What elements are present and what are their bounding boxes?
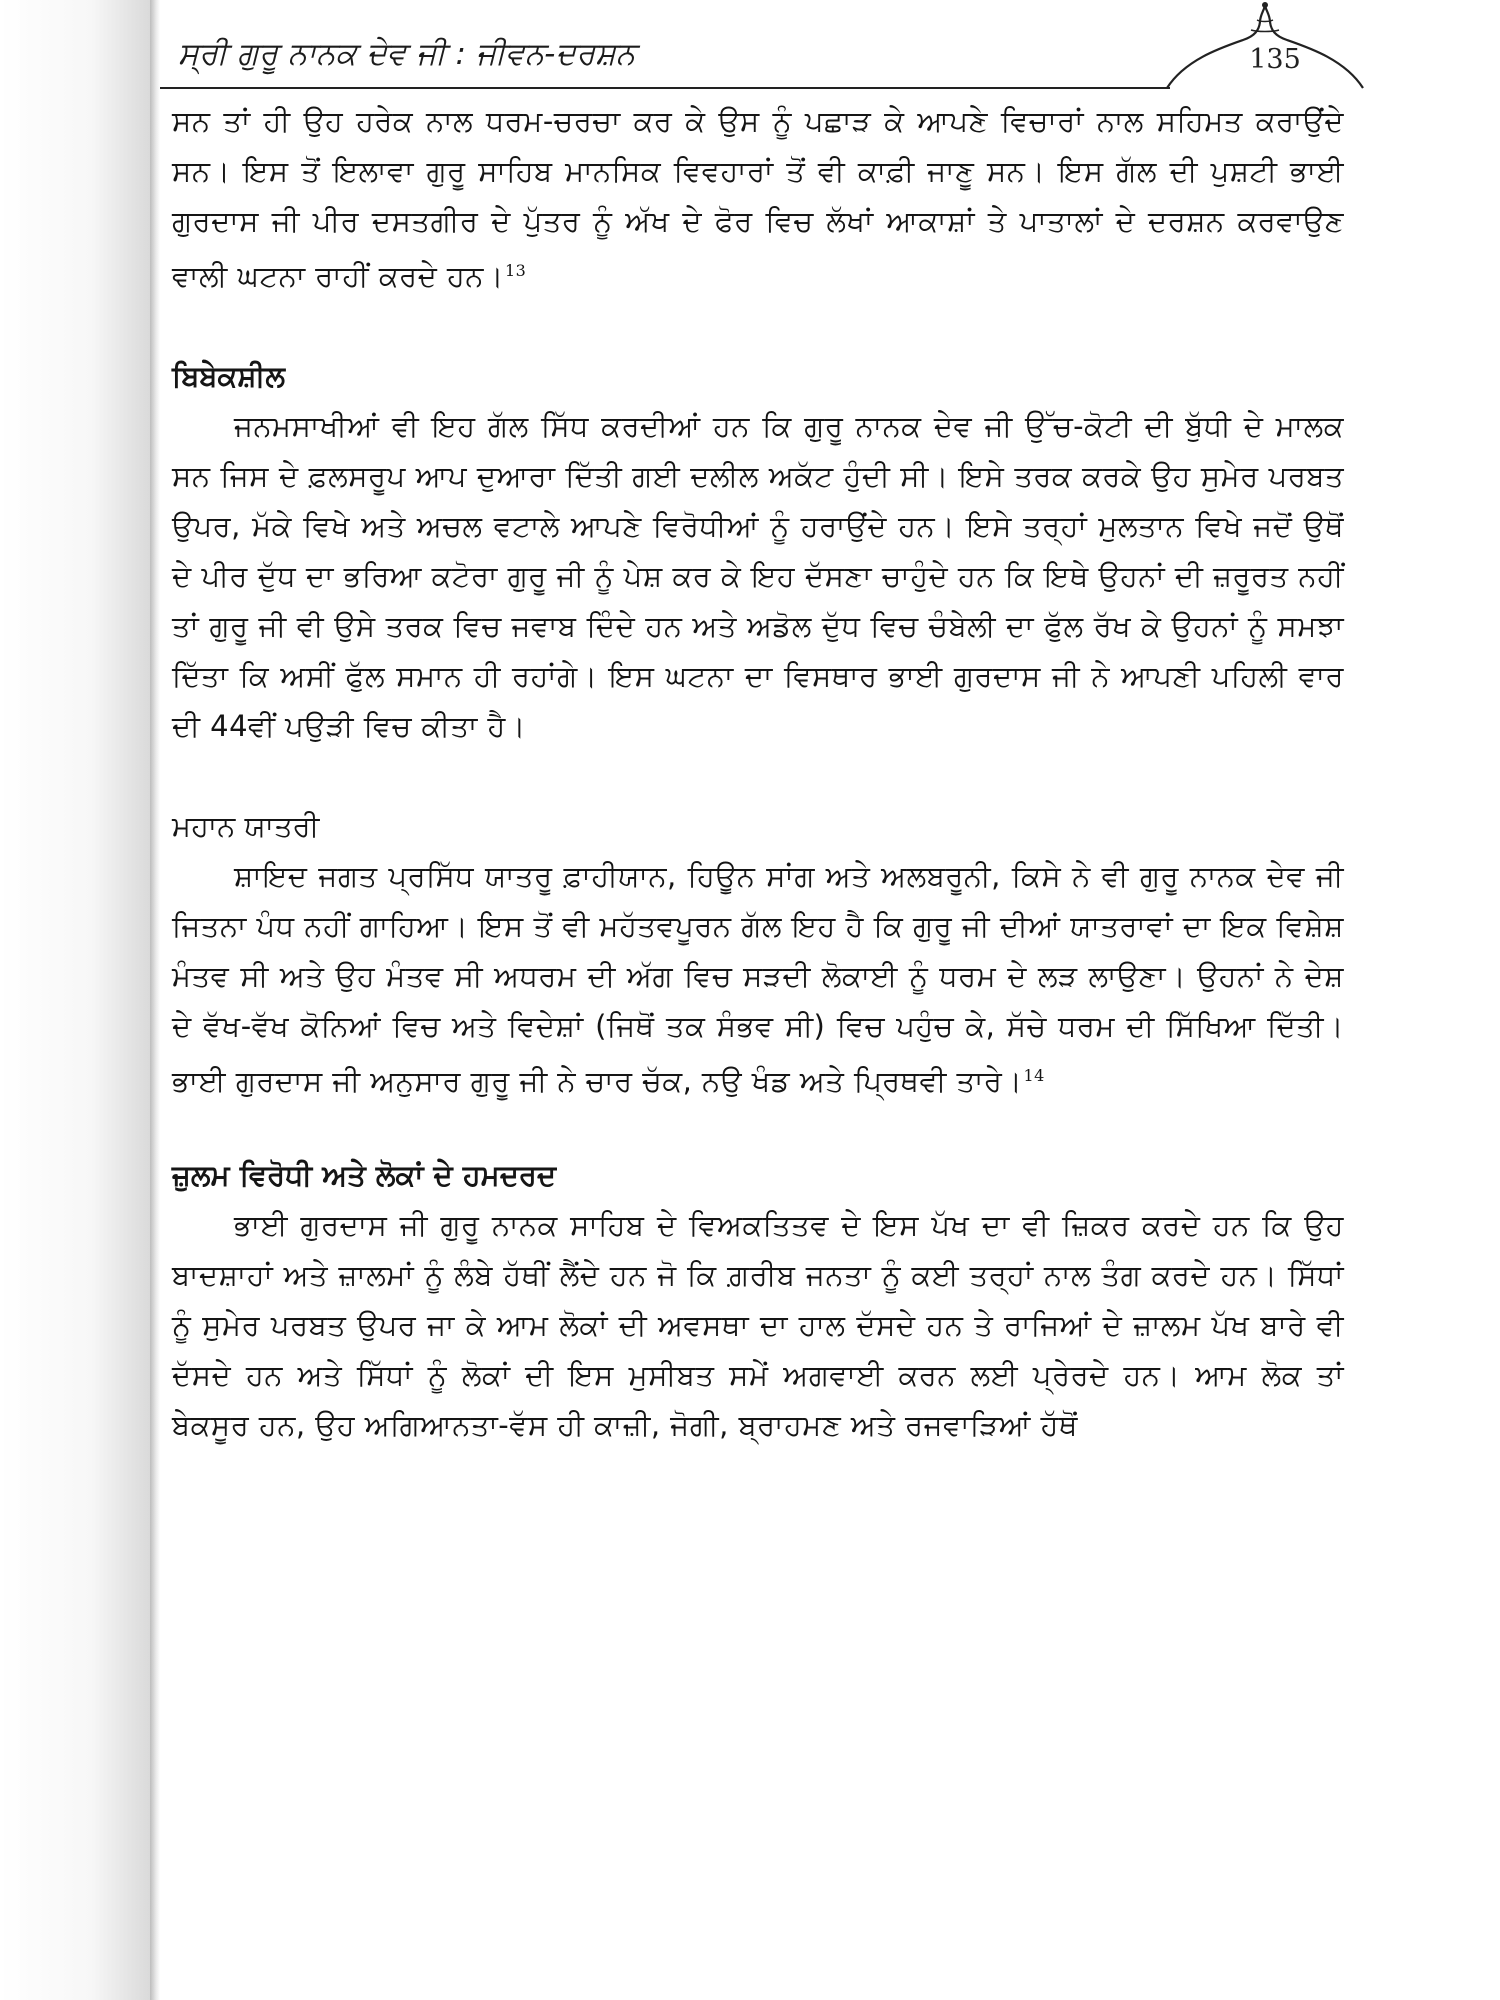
section-heading-mahan-yatri: ਮਹਾਨ ਯਾਤਰੀ — [172, 809, 320, 843]
page-number: 135 — [1249, 44, 1301, 75]
section-2-paragraph — [172, 851, 1344, 1106]
footnote-ref-13: 13 — [504, 261, 527, 280]
section-heading-bibekshil: ਬਿਬੇਕਸ਼ੀਲ — [172, 359, 285, 393]
book-gutter-shadow — [0, 0, 152, 2000]
section-heading-zulam-virodhi: ਜ਼ੁਲਮ ਵਿਰੋਧੀ ਅਤੇ ਲੋਕਾਂ ਦੇ ਹਮਦਰਦ — [172, 1158, 557, 1192]
intro-text: ਸਨ ਤਾਂ ਹੀ ਉਹ ਹਰੇਕ ਨਾਲ ਧਰਮ-ਚਰਚਾ ਕਰ ਕੇ ਉਸ ਨੂੰ ਪਛਾੜ ਕੇ ਆਪਣੇ ਵਿਚਾਰਾਂ ਨਾਲ ਸਹਿਮਤ ਕਰਾਉਂਦੇ ਸਨ। ਇਸ ਤੋਂ ਇਲਾਵਾ ਗੁਰੂ ਸਾਹਿਬ ਮਾਨਸਿਕ ਵਿਵਹਾਰਾਂ ਤੋਂ ਵੀ ਕਾਫ਼ੀ ਜਾਣੂ ਸਨ। ਇਸ ਗੱਲ ਦੀ ਪੁਸ਼ਟੀ ਭਾਈ ਗੁਰਦਾਸ ਜੀ ਪੀਰ ਦਸਤਗੀਰ ਦੇ ਪੁੱਤਰ ਨੂੰ ਅੱਖ ਦੇ ਫੋਰ ਵਿਚ ਲੱਖਾਂ ਆਕਾਸ਼ਾਂ ਤੇ ਪਾਤਾਲਾਂ ਦੇ ਦਰਸ਼ਨ ਕਰਵਾਉਣ ਵਾਲੀ ਘਟਨਾ ਰਾਹੀਂ ਕਰਦੇ ਹਨ। — [172, 104, 1344, 293]
section-3-paragraph: ਭਾਈ ਗੁਰਦਾਸ ਜੀ ਗੁਰੂ ਨਾਨਕ ਸਾਹਿਬ ਦੇ ਵਿਅਕਤਿਤਵ ਦੇ ਇਸ ਪੱਖ ਦਾ ਵੀ ਜ਼ਿਕਰ ਕਰਦੇ ਹਨ ਕਿ ਉਹ ਬਾਦਸ਼ਾਹਾਂ ਅਤੇ ਜ਼ਾਲਮਾਂ ਨੂੰ ਲੰਬੇ ਹੱਥੀਂ ਲੈਂਦੇ ਹਨ ਜੋ ਕਿ ਗ਼ਰੀਬ ਜਨਤਾ ਨੂੰ ਕਈ ਤਰ੍ਹਾਂ ਨਾਲ ਤੰਗ ਕਰਦੇ ਹਨ। ਸਿੱਧਾਂ ਨੂੰ ਸੁਮੇਰ ਪਰਬਤ ਉਪਰ ਜਾ ਕੇ ਆਮ ਲੋਕਾਂ ਦੀ ਅਵਸਥਾ ਦਾ ਹਾਲ ਦੱਸਦੇ ਹਨ ਤੇ ਰਾਜਿਆਂ ਦੇ ਜ਼ਾਲਮ ਪੱਖ ਬਾਰੇ ਵੀ ਦੱਸਦੇ ਹਨ ਅਤੇ ਸਿੱਧਾਂ ਨੂੰ ਲੋਕਾਂ ਦੀ ਇਸ ਮੁਸੀਬਤ ਸਮੇਂ ਅਗਵਾਈ ਕਰਨ ਲਈ ਪ੍ਰੇਰਦੇ ਹਨ। ਆਮ ਲੋਕ ਤਾਂ ਬੇਕਸੂਰ ਹਨ, ਉਹ ਅਗਿਆਨਤਾ-ਵੱਸ ਹੀ ਕਾਜ਼ੀ, ਜੋਗੀ, ਬ੍ਰਾਹਮਣ ਅਤੇ ਰਜਵਾੜਿਆਂ ਹੱਥੋਂ — [172, 1208, 1344, 1442]
section-1-paragraph: ਜਨਮਸਾਖੀਆਂ ਵੀ ਇਹ ਗੱਲ ਸਿੱਧ ਕਰਦੀਆਂ ਹਨ ਕਿ ਗੁਰੂ ਨਾਨਕ ਦੇਵ ਜੀ ਉੱਚ-ਕੋਟੀ ਦੀ ਬੁੱਧੀ ਦੇ ਮਾਲਕ ਸਨ ਜਿਸ ਦੇ ਫ਼ਲਸਰੂਪ ਆਪ ਦੁਆਰਾ ਦਿੱਤੀ ਗਈ ਦਲੀਲ ਅਕੱਟ ਹੁੰਦੀ ਸੀ। ਇਸੇ ਤਰਕ ਕਰਕੇ ਉਹ ਸੁਮੇਰ ਪਰਬਤ ਉਪਰ, ਮੱਕੇ ਵਿਖੇ ਅਤੇ ਅਚਲ ਵਟਾਲੇ ਆਪਣੇ ਵਿਰੋਧੀਆਂ ਨੂੰ ਹਰਾਉਂਦੇ ਹਨ। ਇਸੇ ਤਰ੍ਹਾਂ ਮੁਲਤਾਨ ਵਿਖੇ ਜਦੋਂ ਉਥੋਂ ਦੇ ਪੀਰ ਦੁੱਧ ਦਾ ਭਰਿਆ ਕਟੋਰਾ ਗੁਰੂ ਜੀ ਨੂੰ ਪੇਸ਼ ਕਰ ਕੇ ਇਹ ਦੱਸਣਾ ਚਾਹੁੰਦੇ ਹਨ ਕਿ ਇਥੇ ਉਹਨਾਂ ਦੀ ਜ਼ਰੂਰਤ ਨਹੀਂ ਤਾਂ ਗੁਰੂ ਜੀ ਵੀ ਉਸੇ ਤਰਕ ਵਿਚ ਜਵਾਬ ਦਿੰਦੇ ਹਨ ਅਤੇ ਅਡੋਲ ਦੁੱਧ ਵਿਚ ਚੰਬੇਲੀ ਦਾ ਫੁੱਲ ਰੱਖ ਕੇ ਉਹਨਾਂ ਨੂੰ ਸਮਝਾ ਦਿੱਤਾ ਕਿ ਅਸੀਂ ਫੁੱਲ ਸਮਾਨ ਹੀ ਰਹਾਂਗੇ। ਇਸ ਘਟਨਾ ਦਾ ਵਿਸਥਾਰ ਭਾਈ ਗੁਰਦਾਸ ਜੀ ਨੇ ਆਪਣੀ ਪਹਿਲੀ ਵਾਰ ਦੀ 44ਵੀਂ ਪਉੜੀ ਵਿਚ ਕੀਤਾ ਹੈ। — [172, 409, 1344, 743]
intro-paragraph — [172, 96, 1344, 301]
running-title: ਸ੍ਰੀ ਗੁਰੂ ਨਾਨਕ ਦੇਵ ਜੀ : ਜੀਵਨ-ਦਰਸ਼ਨ — [178, 36, 636, 72]
gutter-edge — [150, 0, 160, 2000]
page-header — [160, 30, 1340, 90]
footnote-ref-14: 14 — [1023, 1066, 1045, 1085]
body-text — [172, 96, 1344, 1450]
header-rule — [160, 87, 1170, 89]
section-2-text: ਸ਼ਾਇਦ ਜਗਤ ਪ੍ਰਸਿੱਧ ਯਾਤਰੂ ਫ਼ਾਹੀਯਾਨ, ਹਿਊਨ ਸਾਂਗ ਅਤੇ ਅਲਬਰੂਨੀ, ਕਿਸੇ ਨੇ ਵੀ ਗੁਰੂ ਨਾਨਕ ਦੇਵ ਜੀ ਜਿਤਨਾ ਪੰਧ ਨਹੀਂ ਗਾਹਿਆ। ਇਸ ਤੋਂ ਵੀ ਮਹੱਤਵਪੂਰਨ ਗੱਲ ਇਹ ਹੈ ਕਿ ਗੁਰੂ ਜੀ ਦੀਆਂ ਯਾਤਰਾਵਾਂ ਦਾ ਇਕ ਵਿਸ਼ੇਸ਼ ਮੰਤਵ ਸੀ ਅਤੇ ਉਹ ਮੰਤਵ ਸੀ ਅਧਰਮ ਦੀ ਅੱਗ ਵਿਚ ਸੜਦੀ ਲੋਕਾਈ ਨੂੰ ਧਰਮ ਦੇ ਲੜ ਲਾਉਣਾ। ਉਹਨਾਂ ਨੇ ਦੇਸ਼ ਦੇ ਵੱਖ-ਵੱਖ ਕੋਨਿਆਂ ਵਿਚ ਅਤੇ ਵਿਦੇਸ਼ਾਂ (ਜਿਥੋਂ ਤਕ ਸੰਭਵ ਸੀ) ਵਿਚ ਪਹੁੰਚ ਕੇ, ਸੱਚੇ ਧਰਮ ਦੀ ਸਿੱਖਿਆ ਦਿੱਤੀ। ਭਾਈ ਗੁਰਦਾਸ ਜੀ ਅਨੁਸਾਰ ਗੁਰੂ ਜੀ ਨੇ ਚਾਰ ਚੱਕ, ਨਉ ਖੰਡ ਅਤੇ ਪ੍ਰਿਥਵੀ ਤਾਰੇ। — [172, 859, 1344, 1098]
